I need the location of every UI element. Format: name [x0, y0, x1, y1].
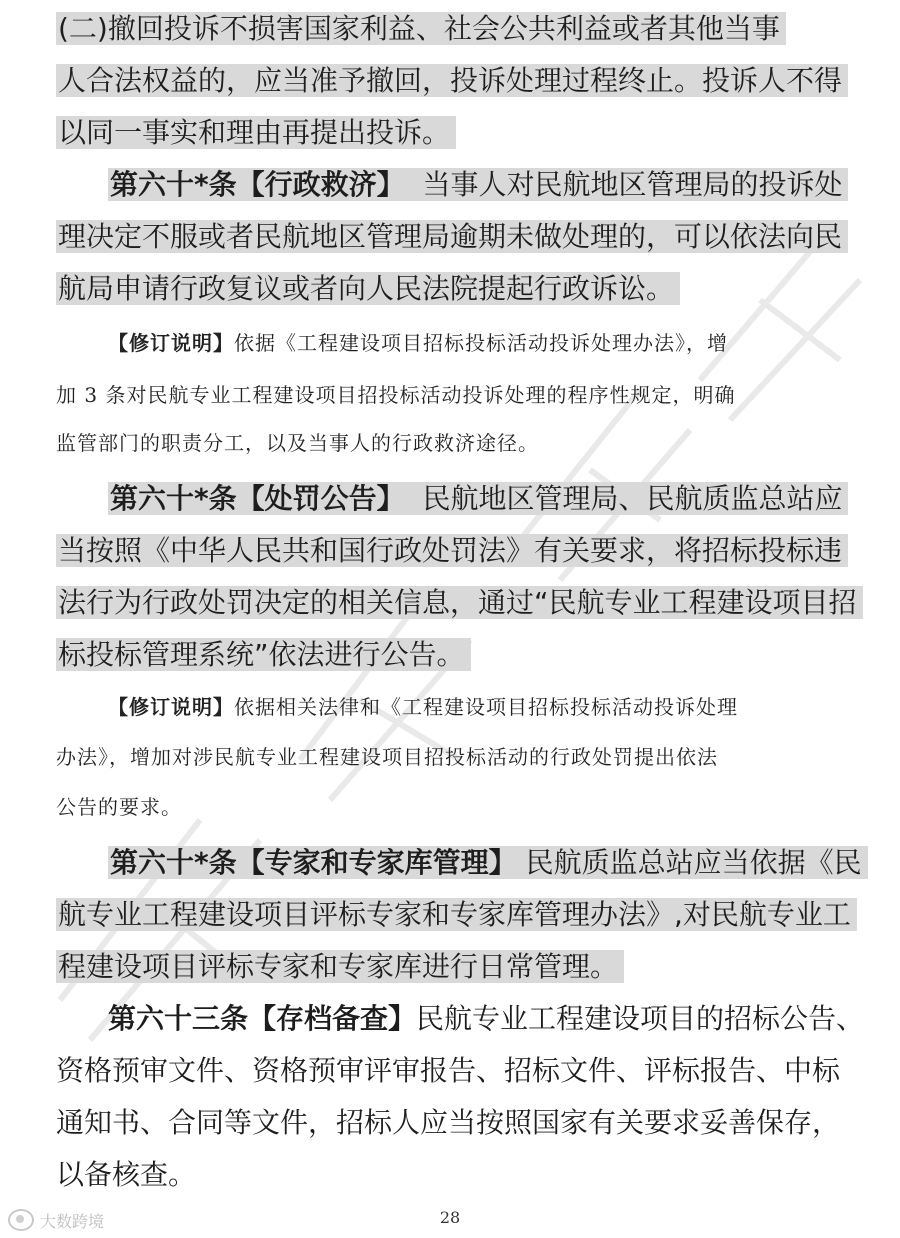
article-text: 资格预审文件、资格预审评审报告、招标文件、评标报告、中标: [56, 1054, 841, 1087]
revision-note-label: 【修订说明】: [108, 695, 234, 719]
revision-note-text: 依据相关法律和《工程建设项目招标投标活动投诉处理: [234, 695, 738, 719]
article-text: 通知书、合同等文件，招标人应当按照国家有关要求妥善保存，: [56, 1106, 841, 1139]
article-text: 民航地区管理局、民航质监总站应: [422, 482, 843, 515]
paragraph-line: 人合法权益的，应当准予撤回，投诉处理过程终止。投诉人不得: [56, 64, 848, 97]
article-text: 法行为行政处罚决定的相关信息，通过“民航专业工程建设项目招: [56, 586, 863, 619]
article-text: 民航专业工程建设项目的招标公告、: [416, 1002, 865, 1035]
article-text: 当按照《中华人民共和国行政处罚法》有关要求，将招标投标违: [56, 534, 848, 567]
revision-note-text: 依据《工程建设项目招标投标活动投诉处理办法》，增: [234, 331, 728, 355]
watermark-text: 大数跨境: [40, 1211, 105, 1231]
revision-note-text: 办法》，增加对涉民航专业工程建设项目招投标活动的行政处罚提出依法: [56, 745, 718, 769]
article-text: 航局申请行政复议或者向人民法院提起行政诉讼。: [56, 272, 680, 305]
article-heading: 第六十三条【存档备查】: [108, 1002, 417, 1035]
paragraph-line: 以同一事实和理由再提出投诉。: [56, 116, 456, 149]
revision-note-text: 公告的要求。: [56, 795, 182, 819]
page-number: 28: [439, 1208, 461, 1227]
article-heading: 第六十*条【处罚公告】: [110, 482, 405, 515]
article-heading: 第六十*条【专家和专家库管理】: [110, 846, 517, 879]
article-heading: 第六十*条【行政救济】: [110, 168, 405, 201]
revision-note-text: 加 3 条对民航专业工程建设项目招投标活动投诉处理的程序性规定，明确: [56, 383, 736, 407]
article-text: 民航质监总站应当依据《民: [525, 846, 862, 879]
revision-note-label: 【修订说明】: [108, 331, 234, 355]
article-text: 航专业工程建设项目评标专家和专家库管理办法》,对民航专业工: [56, 898, 857, 931]
article-text: 标投标管理系统”依法进行公告。: [56, 638, 471, 671]
article-text: 理决定不服或者民航地区管理局逾期未做处理的，可以依法向民: [56, 220, 848, 253]
article-text: 当事人对民航地区管理局的投诉处: [422, 168, 843, 201]
revision-note-text: 监管部门的职责分工，以及当事人的行政救济途径。: [56, 431, 539, 455]
paragraph-line: (二)撤回投诉不损害国家利益、社会公共利益或者其他当事: [56, 12, 786, 45]
article-text: 以备核查。: [56, 1158, 197, 1191]
article-text: 程建设项目评标专家和专家库进行日常管理。: [56, 950, 624, 983]
